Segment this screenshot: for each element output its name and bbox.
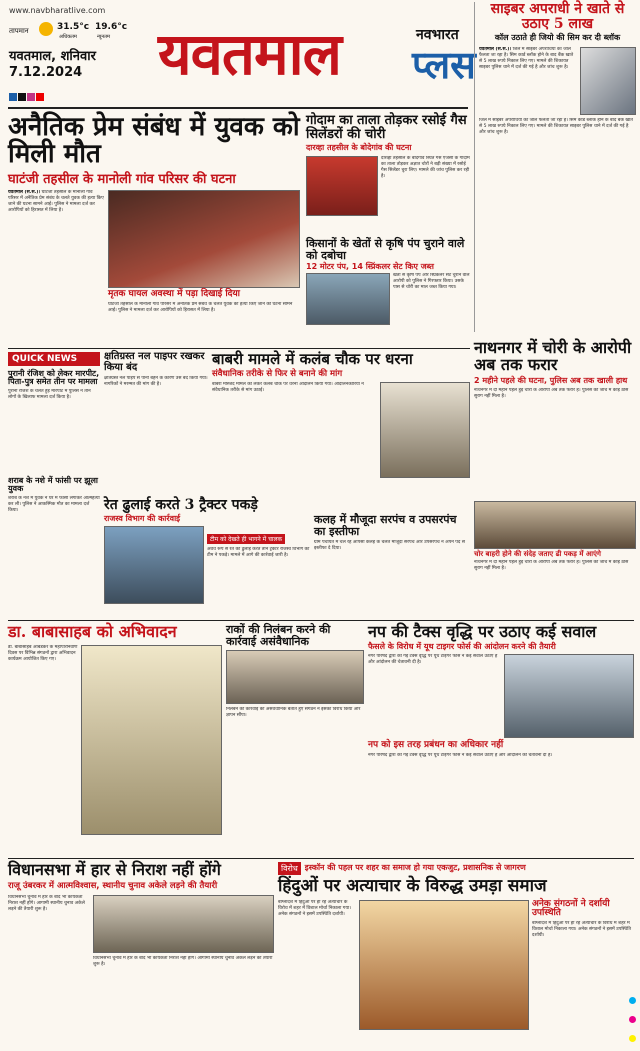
nathanagar-story bbox=[474, 340, 636, 620]
masthead-divider bbox=[8, 107, 468, 109]
tax-body-more: नगर परिषद द्वारा की गई टैक्स वृद्धि पर यूथ टाइगर फोर्स ने कई सवाल उठाए हैं और आंदोलन की चेतावनी दी है। bbox=[368, 752, 553, 758]
gas-subhead: दारव्हा तहसील के बोदेगांव की घटना bbox=[306, 143, 412, 153]
sarpanch-body: ग्राम पंचायत में चल रहे आपसी कलह के चलते मौजूदा सरपंच और उपसरपंच ने अपने पद से इस्तीफा दे दिया। bbox=[314, 540, 465, 552]
election-subhead: राजू उंबरकर में आत्मविश्वास, स्थानीय चुनाव अकेले लड़ने की तैयारी bbox=[8, 880, 218, 891]
gas-story bbox=[306, 114, 470, 234]
temp-min-label: न्यूनतम bbox=[97, 34, 110, 40]
sun-icon bbox=[39, 22, 53, 36]
temp-max: 31.5°c bbox=[57, 22, 90, 32]
hindu-side-body: बांग्लादेश में हिंदुओं पर हो रहे अत्याचार के विरोध में शहर में विशाल मोर्चा निकाला गया। अनेक संगठनों ने इसमें उपस्थिति दर्शायी। bbox=[532, 920, 631, 938]
masthead-title: यवतमाल bbox=[158, 20, 341, 88]
election-story bbox=[8, 862, 274, 1042]
hindu-photo bbox=[359, 900, 529, 1030]
social-icons bbox=[9, 86, 44, 105]
hindu-kicker-line: इस्कॉन की पहल पर शहर का समाज हो गया एकजुट, प्रशासनिक से जागरण bbox=[304, 863, 526, 873]
x-icon[interactable] bbox=[18, 93, 26, 101]
road-headline: क्षतिग्रस्त नल पाइपर रखकर किया बंद bbox=[104, 351, 205, 373]
road-body: क्षतिग्रस्त नल पाइप से पानी बहने के कारण उसे बंद किया गया। नागरिकों ने मरम्मत की मांग की है। bbox=[104, 376, 208, 387]
pump-photo-caption: 12 मोटर पंप, 14 स्प्रिंकलर सेट किए जब्त bbox=[306, 262, 434, 272]
lead-subhead: घाटंजी तहसील के मानोली गांव परिसर की घटना bbox=[8, 171, 236, 187]
gas-photo bbox=[306, 156, 378, 216]
nathanagar-headline: नाथनगर में चोरी के आरोपी अब तक फरार bbox=[474, 338, 632, 374]
lead-photo bbox=[108, 190, 300, 288]
cyber-body: जिले में साइबर अपराधियों का जाल फैलता जा रहा है। सिम कार्ड ब्लॉक होने के बाद बैंक खाते से 5 लाख रुपये निकाल लिए गए। मामले की शिकायत साइबर पुलिस थाने में दर्ज की गई है और जांच शुरू है। bbox=[479, 46, 574, 70]
youtube-icon[interactable] bbox=[36, 93, 44, 101]
cyber-headline: साइबर अपराधी ने खाते से उठाए 5 लाख bbox=[490, 1, 625, 32]
rakho-body: निलंबन की कार्रवाई को असंवैधानिक बताते हुए संगठन ने इसका विरोध किया और ज्ञापन सौंपा। bbox=[226, 707, 361, 719]
tax-body: नगर परिषद द्वारा की गई टैक्स वृद्धि पर यूथ टाइगर फोर्स ने कई सवाल उठाए हैं और आंदोलन की चेतावनी दी है। bbox=[368, 654, 498, 666]
gas-body: दारव्हा तहसील के बोदेगांव स्थित गैस एजेंसी के गोदाम का ताला तोड़कर अज्ञात चोरों ने बड़ी संख्या में रसोई गैस सिलेंडर चुरा लिए। मामले की जांच पुलिस कर रही है। bbox=[381, 155, 470, 179]
rakho-story bbox=[226, 624, 364, 856]
quick-news-body-2: शराब के नशे में युवक ने घर में फांसी लगाकर आत्महत्या कर ली। पुलिस ने आकस्मिक मौत का मामला दर्ज किया। bbox=[8, 495, 100, 513]
election-headline: विधानसभा में हार से निराश नहीं होंगे bbox=[8, 860, 221, 879]
ambedkar-photo bbox=[81, 645, 222, 835]
quick-news-headline-2: शराब के नशे में फांसी पर झूला युवक bbox=[8, 475, 98, 494]
pump-headline: किसानों के खेतों से कृषि पंप चुराने वाले को दबोचा bbox=[306, 237, 465, 262]
cyber-story bbox=[474, 2, 636, 332]
lead-photo-caption: मृतक घायल अवस्था में पड़ा दिखाई दिया bbox=[108, 289, 241, 300]
tax-photo bbox=[504, 654, 634, 738]
lead-body-more: घाटंजी तहसील के मानोली गांव परिसर में अनैतिक प्रेम संबंध के चलते युवक की हत्या किए जाने की घटना सामने आई। पुलिस ने मामला दर्ज कर आरोपियों को हिरासत में लिया है। bbox=[108, 301, 293, 313]
city-day: यवतमाल, शनिवार bbox=[9, 49, 96, 64]
nathanagar-body: नाथनगर में दो महीने पहले हुई चोरी के आरोपी अब तक फरार हैं। पुलिस की जांच में कोई ठोस सुराग नहीं मिला है। bbox=[474, 387, 629, 399]
instagram-icon[interactable] bbox=[27, 93, 35, 101]
pump-body: खेतों से कृषि पंप और स्प्रिंकलर सेट चुराने वाले आरोपी को पुलिस ने गिरफ्तार किया। उसके पास से चोरी का माल जब्त किया गया। bbox=[393, 273, 470, 291]
sarpanch-story bbox=[314, 514, 470, 616]
babri-headline: बाबरी मामले में कलंब चौक पर धरना bbox=[212, 350, 413, 368]
masthead-plus: प्लस bbox=[412, 43, 476, 87]
road-story bbox=[104, 352, 208, 494]
babri-subhead: संवैधानिक तरीके से फिर से बनाने की मांग bbox=[212, 368, 343, 379]
tax-quote: नप को इस तरह प्रबंधन का अधिकार नहीं bbox=[368, 740, 504, 751]
rakho-photo bbox=[226, 650, 364, 704]
temp-min: 19.6°c bbox=[95, 22, 128, 32]
election-body-more: विधानसभा चुनाव में हार के बाद भी कार्यकर्ता निराश नहीं होंगे। आगामी स्थानीय चुनाव अकेले लड़ने की तैयारी शुरू है। bbox=[93, 955, 273, 967]
temp-max-label: अधिकतम bbox=[59, 34, 77, 40]
gas-headline: गोदाम का ताला तोड़कर रसोई गैस सिलेंडरों की चोरी bbox=[306, 113, 467, 142]
weather-widget bbox=[9, 22, 129, 44]
tax-subhead: फैसले के विरोध में यूथ टाइगर फोर्स की आंदोलन करने की तैयारी bbox=[368, 641, 556, 651]
tractor-photo bbox=[104, 526, 204, 604]
print-registration-marks bbox=[629, 990, 637, 1051]
rakho-headline: राकों की निलंबन करने की कार्रवाई असंवैधानिक bbox=[226, 623, 331, 648]
ambedkar-body: डॉ. बाबासाहब आंबेडकर के महापरिनिर्वाण दिवस पर विभिन्न संगठनों द्वारा अभिवादन कार्यक्रम आयोजित किए गए। bbox=[8, 644, 78, 662]
website-url[interactable]: www.navbharatlive.com bbox=[9, 6, 106, 15]
tax-story bbox=[368, 624, 634, 856]
hindu-story bbox=[278, 862, 634, 1042]
babri-body: बाबरी मस्जिद मामले को लेकर कलंब चौक पर धरना आंदोलन किया गया। आंदोलनकारियों ने संवैधानिक तरीके से मांग उठाई। bbox=[212, 381, 364, 393]
tractor-headline: रेत ढुलाई करते 3 ट्रैक्टर पकड़े bbox=[104, 497, 258, 513]
ambedkar-story bbox=[8, 624, 222, 856]
quick-news-label: QUICK NEWS bbox=[8, 352, 100, 366]
cyber-photo bbox=[580, 47, 636, 115]
cyber-dateline: यवतमाल (स.सं.)। bbox=[479, 46, 512, 52]
weather-label: तापमान bbox=[9, 27, 29, 35]
issue-date: 7.12.2024 bbox=[9, 65, 83, 80]
election-photo bbox=[93, 895, 274, 953]
hindu-body: बांग्लादेश में हिंदुओं पर हो रहे अत्याचार के विरोध में शहर में विशाल मोर्चा निकाला गया। अनेक संगठनों ने इसमें उपस्थिति दर्शायी। bbox=[278, 899, 351, 917]
cyber-body-more: जिले में साइबर अपराधियों का जाल फैलता जा रहा है। सिम कार्ड ब्लॉक होने के बाद बैंक खाते से 5 लाख रुपये निकाल लिए गए। मामले की शिकायत साइबर पुलिस थाने में दर्ज की गई है और जांच शुरू है। bbox=[479, 117, 633, 135]
pump-story bbox=[306, 238, 470, 346]
cyber-subhead: कॉल उठाते ही जियो की सिम कर दी ब्लॉक bbox=[494, 33, 621, 43]
facebook-icon[interactable] bbox=[9, 93, 17, 101]
hindu-kicker: विरोध bbox=[278, 862, 301, 875]
lead-body: घाटंजी तहसील के मानोली गांव परिसर में अनैतिक प्रेम संबंध के चलते युवक की हत्या किए जाने की घटना सामने आई। पुलिस ने मामला दर्ज कर आरोपियों को हिरासत में लिया है। bbox=[8, 190, 104, 214]
lead-dateline: यवतमाल (स.सं.)। bbox=[8, 190, 41, 196]
election-body: विधानसभा चुनाव में हार के बाद भी कार्यकर्ता निराश नहीं होंगे। आगामी स्थानीय चुनाव अकेले लड़ने की तैयारी शुरू है। bbox=[8, 894, 85, 912]
quick-news bbox=[8, 352, 100, 616]
nathanagar-subhead: 2 महीने पहले की घटना, पुलिस अब तक खाली हाथ bbox=[474, 375, 628, 385]
pump-photo bbox=[306, 273, 390, 325]
hindu-side-title: अनेक संगठनों ने दर्शायी उपस्थिति bbox=[532, 898, 610, 919]
quick-news-headline-1: पुरानी रंजिश को लेकर मारपीट, पिता-पुत्र समेत तीन पर मामला bbox=[8, 369, 100, 387]
hindu-headline: हिंदुओं पर अत्याचार के विरुद्ध उमड़ा समाज bbox=[278, 876, 547, 896]
tractor-story bbox=[104, 498, 310, 616]
tractor-body: अवैध रूप से रेत की ढुलाई करते तीन ट्रैक्टर राजस्व विभाग की टीम ने पकड़े। मामले में आगे की कार्रवाई जारी है। bbox=[207, 547, 310, 559]
babri-photo bbox=[380, 382, 470, 478]
tax-headline: नप की टैक्स वृद्धि पर उठाए कई सवाल bbox=[368, 622, 597, 641]
lead-headline: अनैतिक प्रेम संबंध में युवक को मिली मौत bbox=[8, 112, 300, 170]
ambedkar-headline: डा. बाबासाहब को अभिवादन bbox=[8, 622, 177, 641]
nathanagar-photo bbox=[474, 501, 636, 549]
lead-story bbox=[8, 114, 300, 346]
quick-news-body-1: पुरानी रंजिश के चलते हुई मारपीट में पुलिस ने तीन लोगों के खिलाफ मामला दर्ज किया है। bbox=[8, 388, 91, 400]
nathanagar-photo-caption: चोर बाहरी होने की संदेह जताए ढी पकड़ में आएंगे bbox=[474, 549, 601, 558]
babri-story bbox=[212, 352, 470, 494]
masthead-subtitle: नवभारत bbox=[416, 27, 459, 43]
sarpanch-headline: कलह में मौजूदा सरपंच व उपसरपंच का इस्तीफा bbox=[314, 513, 457, 538]
tractor-subhead: राजस्व विभाग की कार्रवाई bbox=[104, 513, 181, 523]
nathanagar-body-more: नाथनगर में दो महीने पहले हुई चोरी के आरोपी अब तक फरार हैं। पुलिस की जांच में कोई ठोस सुराग नहीं मिला है। bbox=[474, 560, 629, 572]
tractor-box-caption: टीम को देखते ही भागने में चालक bbox=[207, 534, 285, 544]
